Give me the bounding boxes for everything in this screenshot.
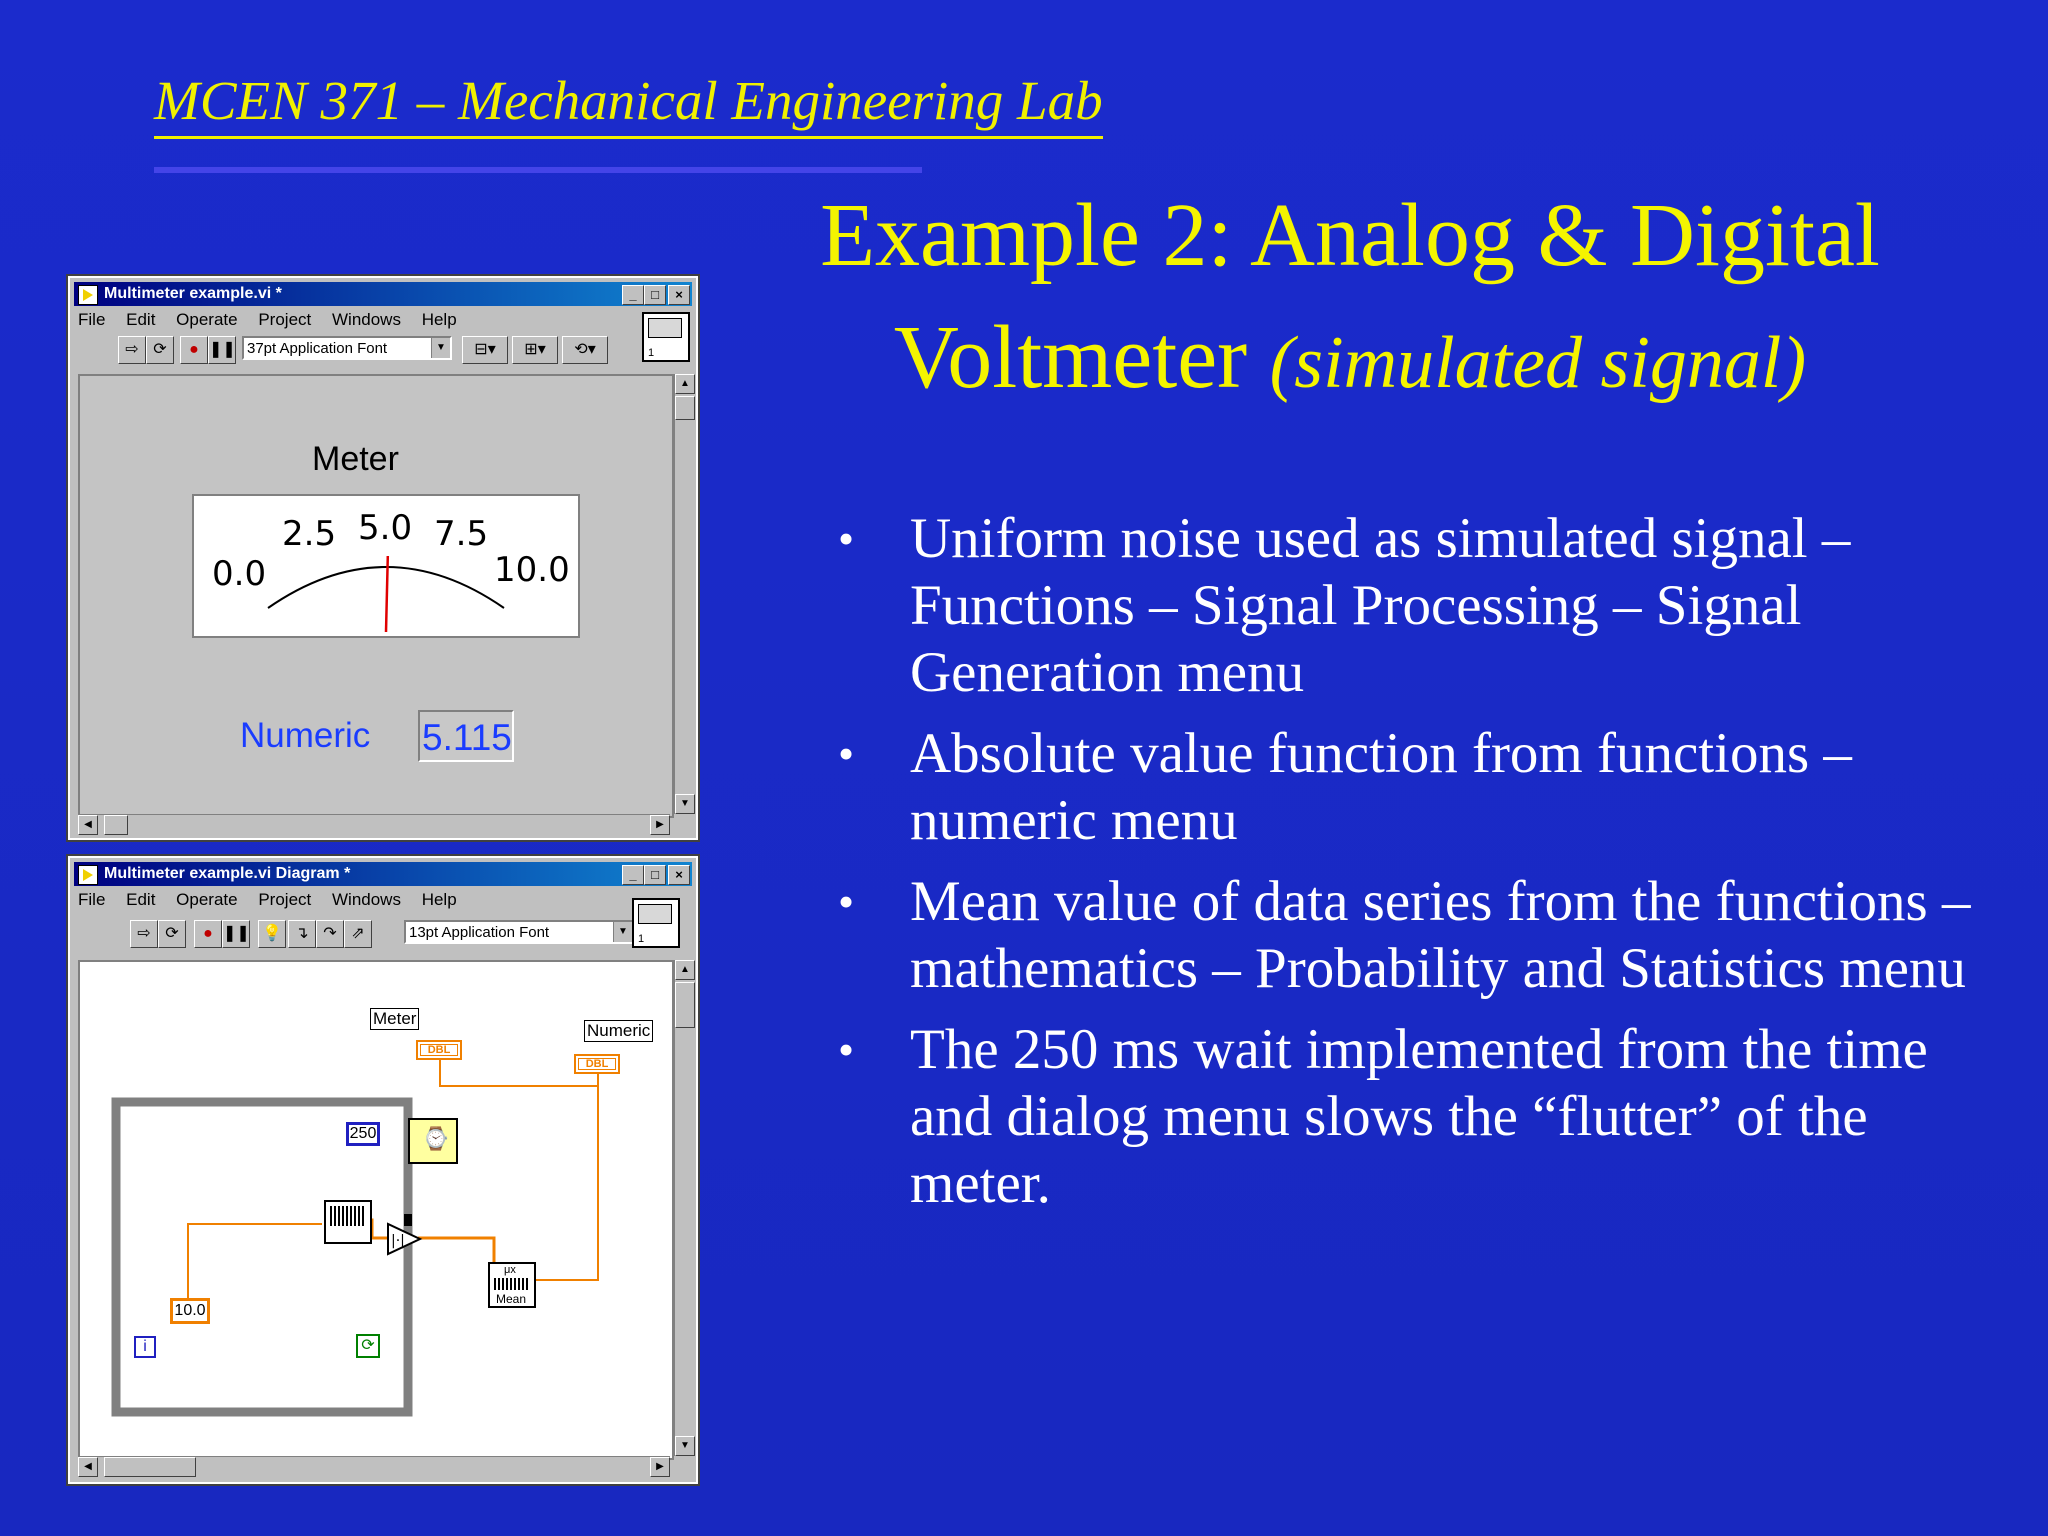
header-divider: [154, 167, 922, 173]
run-continuously-icon[interactable]: ⟳: [158, 920, 186, 948]
dropdown-arrow-icon[interactable]: ▼: [613, 922, 632, 942]
align-objects-icon[interactable]: ⊟▾: [462, 336, 508, 364]
while-loop-frame[interactable]: [116, 1102, 408, 1412]
mean-icon[interactable]: [488, 1262, 536, 1308]
scroll-thumb[interactable]: [104, 815, 128, 835]
panel-window-title: Multimeter example.vi *: [104, 285, 282, 302]
menu-help[interactable]: Help: [421, 890, 457, 909]
diagram-vertical-scrollbar[interactable]: [674, 960, 695, 1456]
wire-abs-out: [418, 1238, 494, 1262]
font-select[interactable]: [242, 336, 452, 360]
step-into-icon[interactable]: ↴: [288, 920, 316, 948]
vi-icon-number: 1: [638, 933, 645, 945]
course-title: MCEN 371 – Mechanical Engineering Lab: [154, 68, 1103, 139]
distribute-objects-icon[interactable]: ⊞▾: [512, 336, 558, 364]
loop-iteration-terminal[interactable]: i: [134, 1336, 156, 1358]
menu-operate[interactable]: Operate: [176, 890, 238, 909]
step-out-icon[interactable]: ⇗: [344, 920, 372, 948]
pause-icon[interactable]: ❚❚: [208, 336, 236, 364]
numeric-indicator: 5.115: [418, 710, 514, 762]
bullet-item: [830, 720, 2010, 854]
scroll-right-icon[interactable]: ▶: [650, 1457, 670, 1477]
labview-vi-icon: [78, 865, 98, 885]
menu-project[interactable]: Project: [258, 890, 312, 909]
scroll-right-icon[interactable]: ▶: [650, 815, 670, 835]
bullet-text: Uniform noise used as simulated signal – Functions – Signal Processing – Signal Generation menu: [910, 507, 1851, 704]
watch-icon: ⌚: [422, 1126, 450, 1151]
vi-connector-icon[interactable]: [632, 898, 680, 948]
meter-scale-label: 7.5: [434, 514, 489, 554]
font-select[interactable]: [404, 920, 634, 944]
pause-icon[interactable]: ❚❚: [222, 920, 250, 948]
front-panel-window: [68, 276, 698, 840]
close-icon[interactable]: ×: [668, 865, 690, 885]
diagram-menubar: [78, 890, 473, 912]
scroll-thumb[interactable]: [675, 982, 695, 1028]
menu-project[interactable]: Project: [258, 310, 312, 329]
font-select-value: 13pt Application Font: [409, 924, 550, 941]
scroll-thumb[interactable]: [675, 396, 695, 420]
numeric-dbl-terminal[interactable]: DBL: [574, 1054, 620, 1074]
slide-title-main: Voltmeter: [893, 308, 1248, 407]
diagram-toolbar: [78, 920, 636, 950]
run-arrow-icon[interactable]: ⇨: [118, 336, 146, 364]
reorder-icon[interactable]: ⟲▾: [562, 336, 608, 364]
meter-terminal-label: Meter: [370, 1008, 419, 1030]
scroll-up-icon[interactable]: ▲: [675, 960, 695, 980]
bullet-text: Mean value of data series from the functions – mathematics – Probability and Statistics menu: [910, 870, 1971, 1000]
scroll-thumb[interactable]: [104, 1457, 196, 1477]
scroll-left-icon[interactable]: ◀: [78, 1457, 98, 1477]
abort-icon[interactable]: ●: [180, 336, 208, 364]
menu-edit[interactable]: Edit: [126, 890, 156, 909]
numeric-label: Numeric: [240, 716, 371, 755]
menu-edit[interactable]: Edit: [126, 310, 156, 329]
menu-windows[interactable]: Windows: [332, 310, 401, 329]
bullet-item: [830, 1016, 2010, 1217]
slide-title-subtitle: (simulated signal): [1269, 322, 1807, 404]
bullet-marker: •: [838, 876, 855, 927]
font-select-value: 37pt Application Font: [247, 340, 388, 357]
abort-icon[interactable]: ●: [194, 920, 222, 948]
bullet-list: [830, 505, 2010, 1231]
bullet-text: The 250 ms wait implemented from the time and dialog menu slows the “flutter” of the meter.: [910, 1018, 1928, 1215]
panel-menubar: [78, 310, 473, 332]
highlight-execution-icon[interactable]: 💡: [258, 920, 286, 948]
dropdown-arrow-icon[interactable]: ▼: [431, 338, 450, 358]
diagram-window-title: Multimeter example.vi Diagram *: [104, 865, 351, 882]
diagram-titlebar[interactable]: [74, 862, 692, 886]
wire-amplitude: [188, 1224, 322, 1298]
menu-file[interactable]: File: [78, 890, 106, 909]
scroll-left-icon[interactable]: ◀: [78, 815, 98, 835]
bullet-item: [830, 868, 2010, 1002]
scroll-up-icon[interactable]: ▲: [675, 374, 695, 394]
mean-label: Mean: [496, 1292, 527, 1306]
front-panel-area: [78, 374, 674, 818]
block-diagram-area: [78, 960, 674, 1460]
meter-label: Meter: [312, 440, 399, 478]
diagram-horizontal-scrollbar[interactable]: [78, 1456, 670, 1477]
scroll-down-icon[interactable]: ▼: [675, 1436, 695, 1456]
minimize-icon[interactable]: _: [622, 285, 644, 305]
maximize-icon[interactable]: □: [644, 865, 666, 885]
close-icon[interactable]: ×: [668, 285, 690, 305]
vi-connector-icon[interactable]: [642, 312, 690, 362]
panel-horizontal-scrollbar[interactable]: [78, 814, 670, 835]
run-continuously-icon[interactable]: ⟳: [146, 336, 174, 364]
panel-titlebar[interactable]: [74, 282, 692, 306]
minimize-icon[interactable]: _: [622, 865, 644, 885]
bullet-item: [830, 505, 2010, 706]
run-arrow-icon[interactable]: ⇨: [130, 920, 158, 948]
labview-vi-icon: [78, 285, 98, 305]
loop-tunnel: [404, 1214, 412, 1226]
slide-title: [760, 175, 1940, 424]
menu-help[interactable]: Help: [421, 310, 457, 329]
bullet-marker: •: [838, 1024, 855, 1075]
panel-toolbar: [78, 336, 636, 366]
meter-scale-label: 10.0: [494, 550, 570, 590]
amplitude-constant[interactable]: 10.0: [170, 1298, 210, 1324]
wait-ms-icon[interactable]: [408, 1118, 458, 1164]
meter-gauge: [192, 494, 580, 638]
meter-scale-label: 2.5: [282, 514, 337, 554]
meter-dbl-terminal[interactable]: DBL: [416, 1040, 462, 1060]
wire-mean-out: [528, 1074, 598, 1280]
panel-vertical-scrollbar[interactable]: [674, 374, 695, 814]
uniform-noise-icon[interactable]: [324, 1200, 372, 1244]
meter-scale-label: 5.0: [358, 508, 413, 548]
maximize-icon[interactable]: □: [644, 285, 666, 305]
menu-windows[interactable]: Windows: [332, 890, 401, 909]
noise-waveform-icon: [330, 1206, 366, 1226]
loop-condition-icon[interactable]: ⟳: [356, 1334, 380, 1358]
numeric-terminal-label: Numeric: [584, 1020, 653, 1042]
menu-operate[interactable]: Operate: [176, 310, 238, 329]
bullet-marker: •: [838, 513, 855, 564]
mean-mu-label: μx: [504, 1264, 516, 1276]
slide-title-line1: Example 2: Analog & Digital: [820, 186, 1880, 285]
mean-waveform-icon: [494, 1278, 530, 1290]
menu-file[interactable]: File: [78, 310, 106, 329]
block-diagram-window: [68, 856, 698, 1484]
meter-dial: [194, 496, 578, 636]
meter-scale-label: 0.0: [212, 554, 267, 594]
wait-ms-constant[interactable]: 250: [346, 1122, 380, 1146]
bullet-marker: •: [838, 728, 855, 779]
absolute-value-glyph: |·|: [391, 1233, 405, 1249]
slide-title-line2: [760, 297, 1940, 424]
bullet-text: Absolute value function from functions – numeric menu: [910, 722, 1852, 852]
scroll-down-icon[interactable]: ▼: [675, 794, 695, 814]
vi-icon-number: 1: [648, 347, 655, 359]
step-over-icon[interactable]: ↷: [316, 920, 344, 948]
